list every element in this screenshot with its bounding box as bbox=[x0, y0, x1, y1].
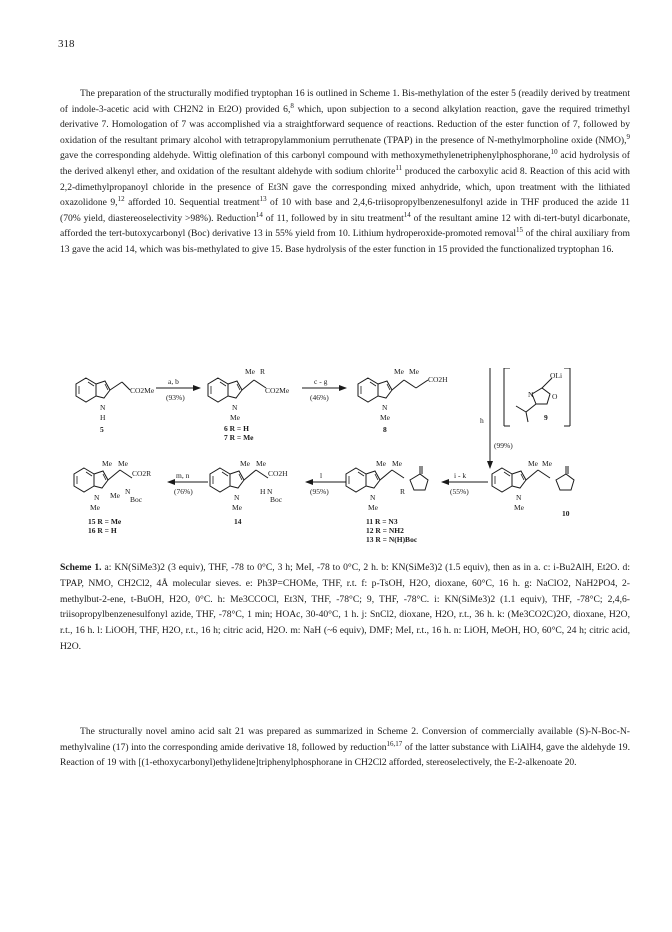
oli-label: OLi bbox=[550, 371, 563, 380]
n-label: N bbox=[528, 390, 534, 399]
intro-text-4: acid hydrolysis of the derived alkenyl ether, and oxidation of the resultant aldehyde with sodium chlorite bbox=[60, 150, 630, 177]
ref-13: 13 bbox=[259, 194, 267, 203]
me-label: Me bbox=[528, 459, 538, 468]
compound-label-13: 13 R = N(H)Boc bbox=[366, 535, 418, 544]
ref-12: 12 bbox=[117, 194, 125, 203]
me-label: Me bbox=[376, 459, 386, 468]
caption-text bbox=[60, 560, 630, 655]
me-label: Me bbox=[118, 459, 128, 468]
me-label: Me bbox=[380, 413, 390, 422]
reaction-scheme bbox=[70, 368, 610, 558]
h-label: H bbox=[260, 487, 266, 496]
scheme-drawing bbox=[70, 368, 610, 558]
co2me-label: CO2Me bbox=[265, 386, 290, 395]
n-label: N bbox=[370, 493, 376, 502]
second-paragraph bbox=[60, 724, 630, 771]
intro-text-8: of 11, followed by in situ treatment bbox=[262, 212, 404, 224]
me-label: Me bbox=[514, 503, 524, 512]
compound-9 bbox=[504, 368, 570, 426]
compound-label-6: 6 R = H bbox=[224, 424, 249, 433]
me-label: Me bbox=[394, 368, 404, 376]
me-label: Me bbox=[230, 413, 240, 422]
arrow-yield-ab: (93%) bbox=[166, 393, 185, 402]
boc-label: Boc bbox=[130, 495, 143, 504]
compound-6-7 bbox=[208, 368, 290, 442]
compound-11-12-13 bbox=[346, 459, 428, 544]
compound-label-5: 5 bbox=[100, 425, 104, 434]
arrow-label-mn: m, n bbox=[176, 471, 190, 480]
intro-text bbox=[60, 86, 630, 258]
second-paragraph-text bbox=[60, 724, 630, 771]
compound-label-7: 7 R = Me bbox=[224, 433, 254, 442]
caption-head: Scheme 1. bbox=[60, 562, 102, 573]
n-label: N bbox=[125, 487, 131, 496]
compound-label-16: 16 R = H bbox=[88, 526, 117, 535]
n-label: N bbox=[516, 493, 522, 502]
intro-text-10: of the chiral auxiliary from 13 gave the acid 14, which was bis-methylated to give 15. Base hydrolysis of the ester function in 15 provided the functionalized tryptophan 16. bbox=[60, 228, 630, 255]
ref-9: 9 bbox=[626, 132, 630, 141]
compound-15-16 bbox=[74, 459, 151, 535]
ref-16-17: 16,17 bbox=[386, 739, 403, 748]
boc-label: Boc bbox=[270, 495, 283, 504]
compound-14 bbox=[210, 459, 288, 526]
ref-15: 15 bbox=[516, 226, 524, 235]
r-label: R bbox=[260, 368, 266, 376]
scheme-caption bbox=[60, 560, 630, 655]
compound-10 bbox=[492, 459, 574, 518]
second-text-2: of the latter substance with LiAlH4, gave the aldehyde 19. Reaction of 19 with [(1-ethoxycarbonyl)ethylidene]triphenylphosphorane in CH2Cl2 afforded, stereoselectively, the E-2-alkenoate 20. bbox=[60, 741, 630, 769]
me-label: Me bbox=[240, 459, 250, 468]
arrow-label-l: l bbox=[320, 471, 323, 480]
n-label: N bbox=[232, 403, 238, 412]
n-label: N bbox=[94, 493, 100, 502]
compound-label-11: 11 R = N3 bbox=[366, 517, 398, 526]
intro-text-5: produced the carboxylic acid 8. Reaction of this acid with 2,2-dimethylpropanoyl chloride in the presence of Et3N gave the corresponding mixed anhydride, which, upon treatment with the lithiated oxazolidone 9, bbox=[60, 165, 630, 209]
ref-8: 8 bbox=[290, 101, 294, 110]
intro-text-3: gave the corresponding aldehyde. Wittig olefination of this carbonyl compound with methoxymethylenetriphenylphosphorane, bbox=[60, 150, 551, 162]
intro-text-6: afforded 10. Sequential treatment bbox=[124, 197, 260, 209]
compound-5 bbox=[76, 378, 155, 434]
intro-text-9: of the resultant amine 12 with di-tert-butyl dicarbonate, afforded the tert-butoxycarbonyl (Boc) derivative 13 in 55% yield from 10. Lithium hydroperoxide-promoted removal bbox=[60, 212, 630, 240]
me-label: Me bbox=[542, 459, 552, 468]
intro-paragraph bbox=[60, 86, 630, 258]
n-label: N bbox=[267, 487, 273, 496]
arrow-label-h: h bbox=[480, 416, 484, 425]
me-label: Me bbox=[110, 491, 120, 500]
arrow-yield-ik: (55%) bbox=[450, 487, 469, 496]
arrow-yield-cg: (46%) bbox=[310, 393, 329, 402]
second-text-1: The structurally novel amino acid salt 21 was prepared as summarized in Scheme 2. Conversion of commercially available (S)-N-Boc-N-methylvaline (17) into the corresponding amide derivative 18, followed by reduction bbox=[60, 726, 630, 753]
co2r-label: CO2R bbox=[132, 469, 152, 478]
co2h-label: CO2H bbox=[268, 469, 288, 478]
me-label: Me bbox=[409, 368, 419, 376]
compound-label-9: 9 bbox=[544, 413, 548, 422]
r-label: R bbox=[400, 487, 406, 496]
compound-label-12: 12 R = NH2 bbox=[366, 526, 404, 535]
h-label: H bbox=[100, 413, 106, 422]
me-label: Me bbox=[102, 459, 112, 468]
n-label: N bbox=[100, 403, 106, 412]
compound-label-10: 10 bbox=[562, 509, 570, 518]
compound-label-8: 8 bbox=[383, 425, 387, 434]
intro-text-1: The preparation of the structurally modified tryptophan 16 is outlined in Scheme 1. Bis-methylation of the ester 5 (readily derived by treatment of indole-3-acetic acid with CH2N2 in Et2O) provided 6, bbox=[60, 88, 630, 115]
co2h-label: CO2H bbox=[428, 375, 448, 384]
arrow-label-cg: c - g bbox=[314, 377, 328, 386]
page-number: 318 bbox=[58, 38, 75, 50]
arrow-label-ab: a, b bbox=[168, 377, 179, 386]
me-label: Me bbox=[256, 459, 266, 468]
o-label: O bbox=[552, 392, 558, 401]
me-label: Me bbox=[368, 503, 378, 512]
co2me-label: CO2Me bbox=[130, 386, 155, 395]
me-label: Me bbox=[232, 503, 242, 512]
ref-11: 11 bbox=[395, 163, 403, 172]
n-label: N bbox=[234, 493, 240, 502]
arrow-yield-h: (99%) bbox=[494, 441, 513, 450]
arrow-label-ik: i - k bbox=[454, 471, 467, 480]
compound-8 bbox=[358, 368, 448, 434]
intro-text-2: which, upon subjection to a second alkylation reaction, gave the required trimethyl derivative 7. Homologation of 7 was accomplished via a straightforward sequence of reactions. Reduction of the ester function of 7, followed by oxidation of the resultant primary alcohol with tetrapropylammonium perruthenate (TPAP) in the presence of N-methylmorpholine oxide (NMO), bbox=[60, 103, 630, 146]
compound-label-14: 14 bbox=[234, 517, 242, 526]
me-label: Me bbox=[90, 503, 100, 512]
intro-text-7: of 10 with base and 2,4,6-triisopropylbenzenesulfonyl azide in THF produced the azide 11 (70% yield, diastereoselectivity >98%). Reduction bbox=[60, 197, 630, 224]
caption-body: a: KN(SiMe3)2 (3 equiv), THF, -78 to 0°C, 3 h; MeI, -78 to 0°C, 2 h. b: KN(SiMe3)2 (1.5 equiv), then as in a. c: i-Bu2AlH, Et2O. d: TPAP, NMO, CH2Cl2, 4Å molecular sieves. e: Ph3P=CHOMe, THF, r.t. f: p-TsOH, H2O, dioxane, 60°C, 16 h. g: NaClO2, NaH2PO4, 2-methylbut-2-ene, t-BuOH, H2O, 0°C. h: Me3CCOCl, Et3N, THF, -78°C; 9, THF, -78°C. i: KN(SiMe3)2 (1.1 equiv), THF, -78°C; 2,4,6-triisopropylbenzenesulfonyl azide, THF, -78°C, 1 min; HOAc, 30-40°C, 1 h. j: SnCl2, dioxane, H2O, r.t., 36 h. k: (Me3CO2C)2O, dioxane, H2O, r.t., 16 h. l: LiOOH, THF, H2O, r.t., 16 h; citric acid, H2O. m: NaH (~6 equiv), DMF; MeI, r.t., 16 h. n: LiOH, MeOH, HO, 60°C, 24 h; citric acid, H2O. bbox=[60, 562, 631, 652]
n-label: N bbox=[382, 403, 388, 412]
ref-14a: 14 bbox=[255, 210, 263, 219]
arrow-yield-l: (95%) bbox=[310, 487, 329, 496]
arrow-yield-mn: (76%) bbox=[174, 487, 193, 496]
me-label: Me bbox=[392, 459, 402, 468]
ref-10: 10 bbox=[550, 148, 558, 157]
ref-14b: 14 bbox=[403, 210, 411, 219]
me-label: Me bbox=[245, 368, 255, 376]
compound-label-15: 15 R = Me bbox=[88, 517, 122, 526]
